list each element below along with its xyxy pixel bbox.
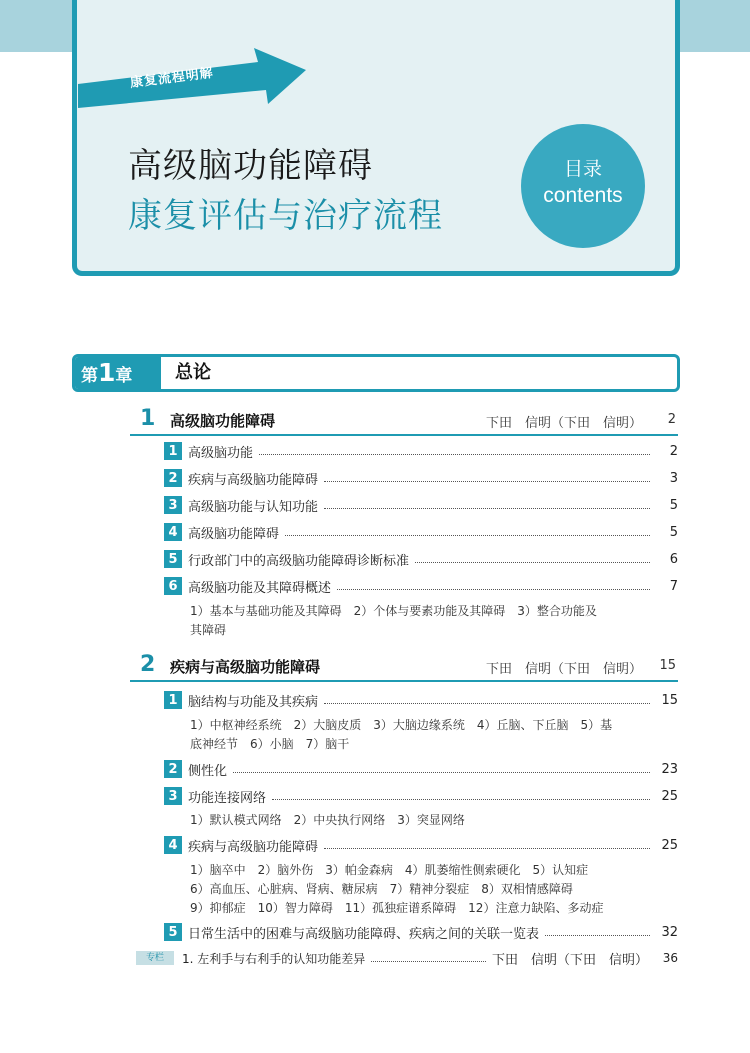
entry-title: 疾病与高级脑功能障碍 xyxy=(188,839,319,855)
toc-entry[interactable] xyxy=(164,522,678,542)
column-author: 下田 信明（下田 信明） xyxy=(491,952,648,968)
entry-page: 6 xyxy=(669,551,678,567)
subtopic-line: 其障碍 xyxy=(190,623,227,637)
section-page: 15 xyxy=(659,658,676,673)
subtopic-line: 1）默认模式网络 2）中央执行网络 3）突显网络 xyxy=(190,813,465,827)
entry-page: 23 xyxy=(661,761,678,777)
section-heading[interactable] xyxy=(130,650,678,682)
section-heading[interactable] xyxy=(130,404,678,436)
entry-subtopics xyxy=(190,716,660,754)
contents-label-en: contents xyxy=(543,184,623,207)
entry-page: 15 xyxy=(661,692,678,708)
dot-leader xyxy=(337,589,650,590)
dot-leader xyxy=(324,481,650,482)
book-title: 高级脑功能障碍 xyxy=(128,146,373,186)
entry-subtopics xyxy=(190,861,660,918)
chapter-prefix: 第 xyxy=(81,366,98,386)
dot-leader xyxy=(285,535,650,536)
section-page: 2 xyxy=(667,412,676,427)
entry-page: 25 xyxy=(661,837,678,853)
dot-leader xyxy=(259,454,650,455)
subtopic-line: 1）基本与基础功能及其障碍 2）个体与要素功能及其障碍 3）整合功能及 xyxy=(190,604,597,618)
section-number: 2 xyxy=(140,652,156,677)
toc-entry[interactable] xyxy=(164,495,678,515)
column-page: 36 xyxy=(662,951,678,965)
entry-number: 3 xyxy=(164,787,182,805)
entry-title: 高级脑功能与认知功能 xyxy=(188,499,319,515)
entry-title: 高级脑功能障碍 xyxy=(188,526,280,542)
book-subtitle: 康复评估与治疗流程 xyxy=(128,196,443,236)
entry-number: 5 xyxy=(164,550,182,568)
dot-leader xyxy=(233,772,650,773)
entry-number: 1 xyxy=(164,691,182,709)
chapter-suffix: 章 xyxy=(115,366,133,386)
entry-subtopics xyxy=(190,811,660,830)
entry-title: 功能连接网络 xyxy=(188,790,267,806)
entry-page: 2 xyxy=(669,443,678,459)
entry-page: 5 xyxy=(669,524,678,540)
entry-number: 3 xyxy=(164,496,182,514)
entry-number: 4 xyxy=(164,523,182,541)
chapter-title: 总论 xyxy=(175,362,211,383)
dot-leader xyxy=(371,961,486,962)
entry-subtopics xyxy=(190,602,660,640)
entry-title: 行政部门中的高级脑功能障碍诊断标准 xyxy=(188,553,410,569)
contents-label-cn: 目录 xyxy=(563,158,602,180)
toc-entry[interactable] xyxy=(164,922,678,942)
toc-entry[interactable] xyxy=(164,835,678,855)
toc-entry[interactable] xyxy=(164,576,678,596)
entry-title: 侧性化 xyxy=(188,763,228,779)
subtopic-line: 1）脑卒中 2）脑外伤 3）帕金森病 4）肌萎缩性侧索硬化 5）认知症 xyxy=(190,863,589,877)
entry-page: 5 xyxy=(669,497,678,513)
banner-label: 康复流程明解 xyxy=(129,65,215,91)
chapter-number xyxy=(75,357,161,389)
column-tag: 专栏 xyxy=(136,951,174,965)
entry-page: 25 xyxy=(661,788,678,804)
entry-page: 7 xyxy=(669,578,678,594)
entry-number: 4 xyxy=(164,836,182,854)
entry-title: 疾病与高级脑功能障碍 xyxy=(188,472,319,488)
dot-leader xyxy=(324,848,650,849)
column-title: 1. 左利手与右利手的认知功能差异 xyxy=(182,951,366,966)
dot-leader xyxy=(324,703,650,704)
dot-leader xyxy=(272,799,650,800)
entry-page: 32 xyxy=(661,924,678,940)
column-entry[interactable] xyxy=(136,948,678,968)
subtopic-line: 6）高血压、心脏病、肾病、糖尿病 7）精神分裂症 8）双相情感障碍 xyxy=(190,882,573,896)
toc-entry[interactable] xyxy=(164,549,678,569)
subtopic-line: 1）中枢神经系统 2）大脑皮质 3）大脑边缘系统 4）丘脑、下丘脑 5）基 xyxy=(190,718,613,732)
toc-entry[interactable] xyxy=(164,759,678,779)
entry-title: 脑结构与功能及其疾病 xyxy=(188,694,319,710)
section-author: 下田 信明（下田 信明） xyxy=(485,416,642,431)
section-number: 1 xyxy=(140,406,156,431)
entry-title: 高级脑功能及其障碍概述 xyxy=(188,580,332,596)
entry-number: 5 xyxy=(164,923,182,941)
toc-entry[interactable] xyxy=(164,441,678,461)
contents-badge xyxy=(521,124,645,248)
toc-entry[interactable] xyxy=(164,786,678,806)
toc-entry[interactable] xyxy=(164,690,678,710)
subtopic-line: 9）抑郁症 10）智力障碍 11）孤独症谱系障碍 12）注意力缺陷、多动症 xyxy=(190,901,604,915)
toc-entry[interactable] xyxy=(164,468,678,488)
dot-leader xyxy=(415,562,650,563)
section-title: 疾病与高级脑功能障碍 xyxy=(170,658,321,676)
subtopic-line: 底神经节 6）小脑 7）脑干 xyxy=(190,737,350,751)
entry-number: 2 xyxy=(164,760,182,778)
dot-leader xyxy=(324,508,650,509)
chapter-number-value: 1 xyxy=(98,358,116,387)
section-title: 高级脑功能障碍 xyxy=(170,412,276,430)
entry-page: 3 xyxy=(669,470,678,486)
entry-title: 高级脑功能 xyxy=(188,445,254,461)
dot-leader xyxy=(545,935,650,936)
chapter-heading xyxy=(72,354,680,392)
section-author: 下田 信明（下田 信明） xyxy=(485,662,642,677)
entry-title: 日常生活中的困难与高级脑功能障碍、疾病之间的关联一览表 xyxy=(188,926,540,942)
entry-number: 1 xyxy=(164,442,182,460)
entry-number: 6 xyxy=(164,577,182,595)
entry-number: 2 xyxy=(164,469,182,487)
